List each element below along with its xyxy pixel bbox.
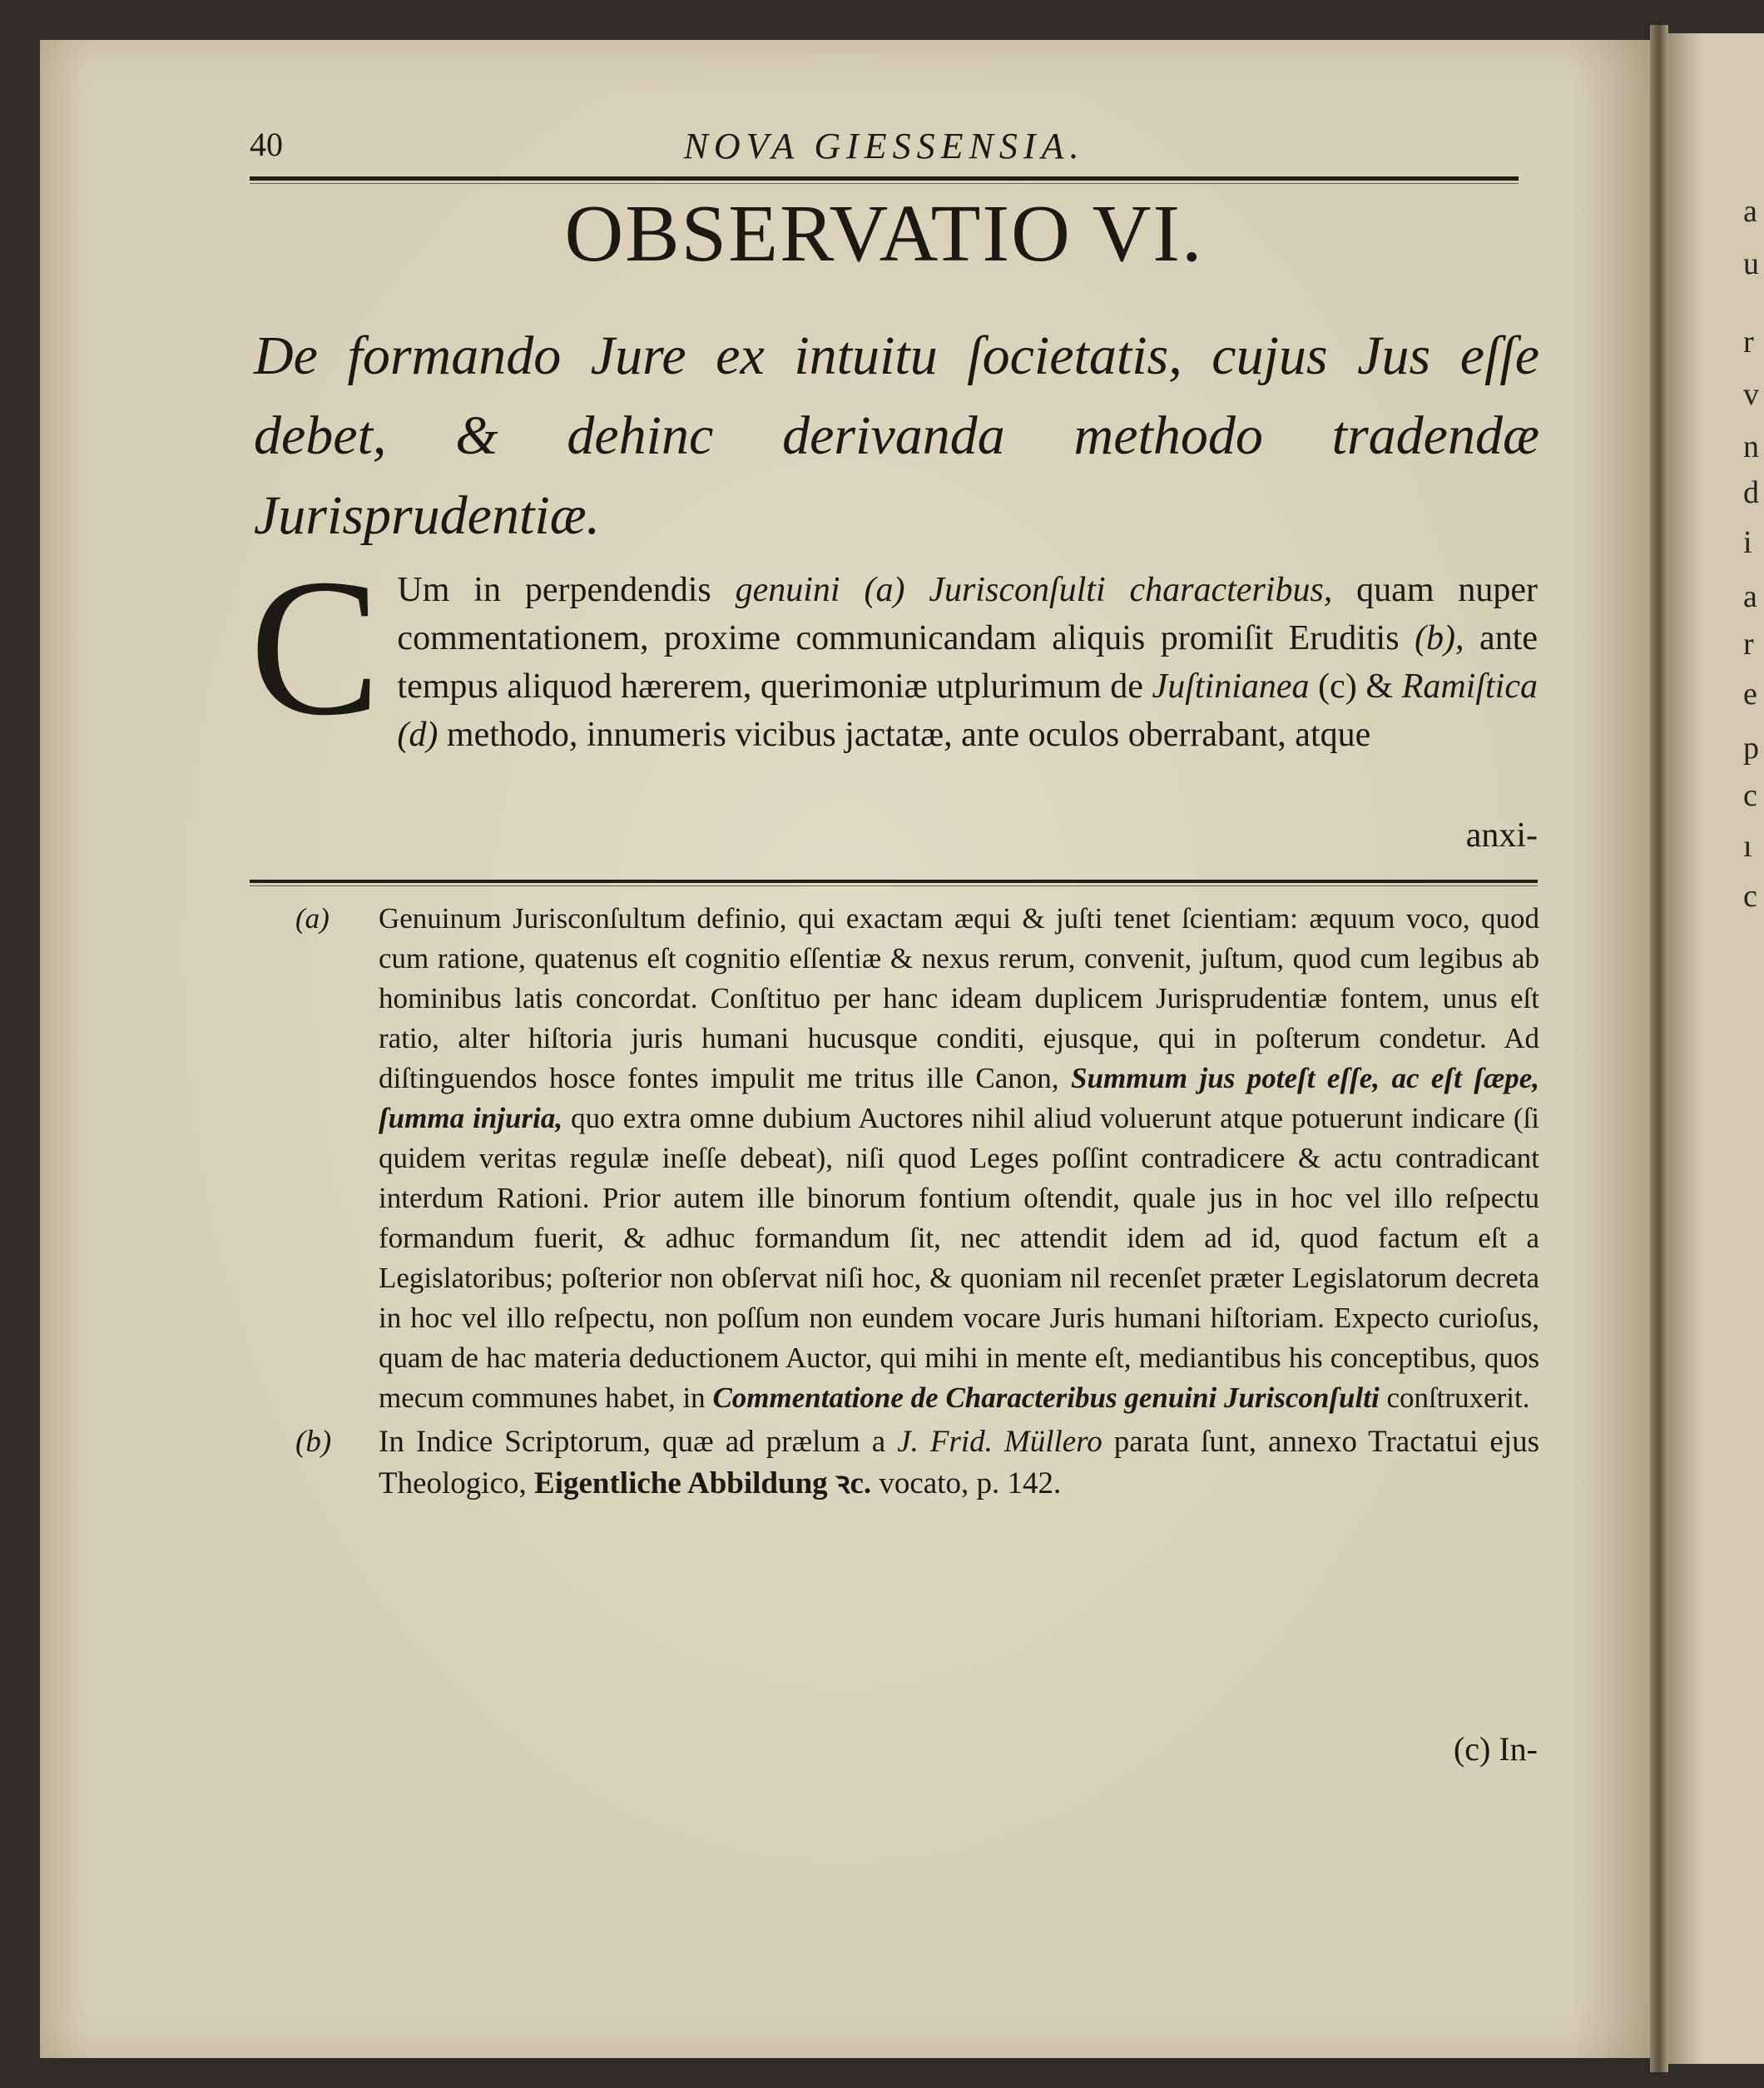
edge-letter: a — [1743, 194, 1757, 229]
edge-letter: c — [1743, 778, 1757, 813]
footnote-a — [295, 899, 1539, 1418]
footnote-catchword: (c) In- — [1453, 1730, 1538, 1768]
footnote-rule-thin — [250, 885, 1538, 886]
body-run: methodo, innumeris vicibus jactatæ, ante oculos oberrabant, atque — [438, 716, 1371, 754]
running-head: NOVA GIESSENSIA. — [683, 126, 1085, 166]
edge-letter: d — [1743, 475, 1759, 510]
footnote-run: conſtruxerit. — [1379, 1381, 1530, 1414]
footnotes — [295, 899, 1539, 1505]
footnote-run: quo extra omne dubium Auctores nihil aliud voluerunt atque potuerunt indicare (ſi quidem veritas regulæ ineſſe debeat), niſi quod Leges poſſint contradicere & actu contradicant interdum Rationi. Prior autem ille binorum fontium oſtendit, quale jus in hoc vel illo reſpectu formandum fuerit, & adhuc formandum ſit, nec attendit idem ad id, quod factum eſt a Legislatoribus; poſterior non obſervat niſi hoc, & quoniam nil recenſet præter Legislatorum decreta in hoc vel illo reſpectu, non poſſum non eundem vocare Juris humani hiſtoriam. Expecto curioſus, quam de hac materia deductionem Auctor, qui mihi in mente eſt, mediantibus his conceptibus, quos mecum communes habet, in — [379, 1102, 1540, 1414]
body-run-italic: Ramiſtica (d) — [397, 667, 1538, 754]
page-header — [250, 125, 1519, 175]
page-number: 40 — [250, 126, 283, 163]
body-run: quam nuper commentationem, proxime communicandam aliquis promiſit Eruditis — [397, 571, 1538, 657]
body-run: ante tempus aliquod hærerem, querimoniæ utplurimum de — [397, 619, 1539, 706]
body-paragraph — [250, 539, 1539, 759]
edge-letter: p — [1743, 731, 1759, 766]
edge-letter: e — [1743, 677, 1757, 712]
body-run-italic: genuini (a) Jurisconſulti characteribus, — [735, 571, 1333, 609]
edge-letter: r — [1743, 627, 1754, 662]
body-run-italic: Juſtinianea — [1152, 667, 1310, 706]
body-run: Um in perpendendis — [397, 571, 736, 609]
edge-letter: c — [1743, 879, 1757, 914]
section-subtitle: De formando Jure ex intuitu ſocietatis, cujus Jus eſſe debet, & dehinc derivanda methodo tradendæ Jurisprudentiæ. — [254, 325, 1539, 546]
footnote-mark: (b) — [295, 1425, 332, 1459]
body-run: (c) & — [1309, 667, 1402, 706]
header-rule-thin — [250, 183, 1519, 184]
header-rule — [250, 176, 1519, 181]
body-text — [250, 539, 1539, 759]
edge-letter: n — [1743, 429, 1759, 464]
edge-letter: ı — [1743, 829, 1752, 864]
footnote-run-italic: J. Frid. Müllero — [897, 1425, 1102, 1459]
footnote-b — [295, 1421, 1539, 1505]
footnote-run-italic: Commentatione de Characteribus genuini Jurisconſulti — [712, 1381, 1380, 1414]
edge-letter: v — [1743, 377, 1759, 412]
footnote-mark: (a) — [295, 902, 330, 935]
section-title: OBSERVATIO VI. — [564, 189, 1204, 279]
next-page-edge — [1668, 33, 1764, 2064]
body-run-italic: (b), — [1415, 619, 1464, 657]
edge-letter: a — [1743, 579, 1757, 614]
drop-cap: C — [250, 539, 381, 756]
footnote-run: vocato, p. 142. — [871, 1466, 1062, 1500]
footnote-run-italic: Summum jus poteſt eſſe, ac eſt ſæpe, ſumma injuria, — [379, 1062, 1539, 1134]
footnote-run: parata ſunt, annexo Tractatui ejus Theologico, — [379, 1425, 1540, 1500]
footnote-run: Genuinum Jurisconſultum definio, qui exactam æqui & juſti tenet ſcientiam: æquum voco, quod cum ratione, quatenus eſt cognitio eſſentiæ & nexus rerum, convenit, juſtum, quod cum legibus ab hominibus latis concordat. Conſtituo per hanc ideam duplicem Jurisprudentiæ fontem, unus eſt ratio, alter hiſtoria juris humani hucusque conditi, ejusque, qui in poſterum condetur. Ad diſtinguendos hosce fontes impulit me tritus ille Canon, — [379, 902, 1539, 1094]
footnote-run: In Indice Scriptorum, quæ ad prælum a — [379, 1425, 898, 1459]
footnote-run-blackletter: Eigentliche Abbildung ꝛc. — [534, 1466, 872, 1500]
footnote-rule — [250, 880, 1538, 883]
catchword: anxi- — [1465, 816, 1538, 855]
page-gutter — [1650, 25, 1668, 2072]
edge-letter: i — [1743, 525, 1752, 560]
edge-letter: u — [1743, 246, 1759, 281]
edge-letter: r — [1743, 325, 1754, 360]
